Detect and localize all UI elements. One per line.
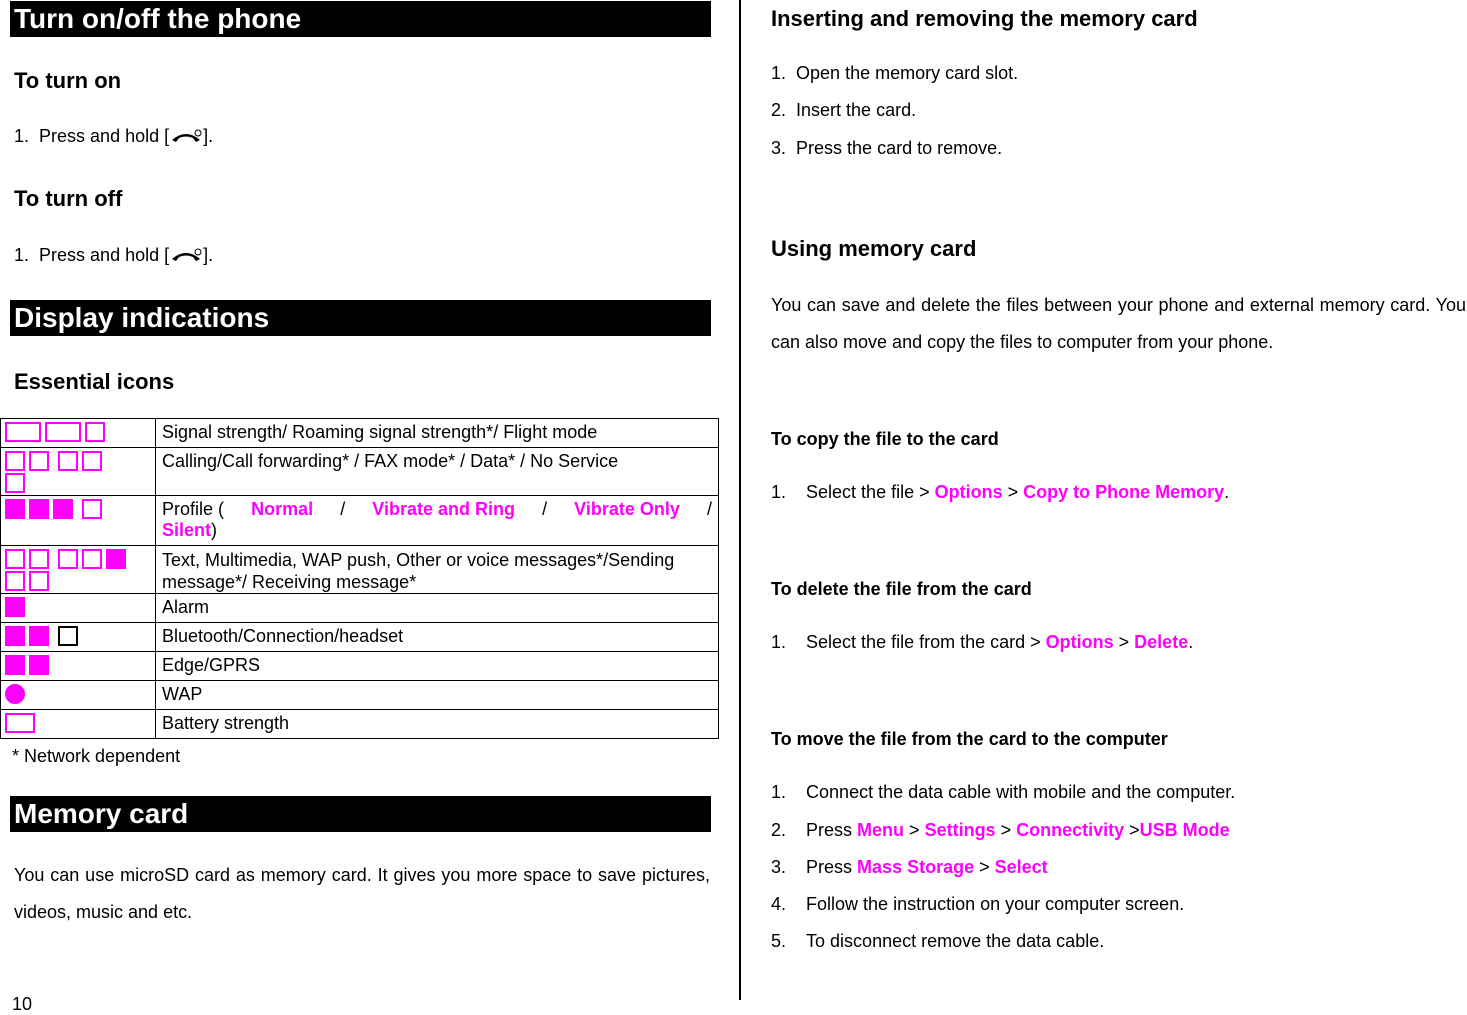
voice-message-icon bbox=[106, 549, 126, 569]
table-row bbox=[1, 496, 719, 546]
row-text: Signal strength/ Roaming signal strength*/ Flight mode bbox=[156, 419, 719, 448]
essential-icons-heading: Essential icons bbox=[14, 369, 175, 394]
table-row bbox=[1, 419, 719, 448]
section-title-display: Display indications bbox=[10, 300, 711, 336]
delete-heading: To delete the file from the card bbox=[771, 579, 1032, 599]
flight-mode-icon bbox=[85, 422, 105, 442]
vibrate-only-icon bbox=[53, 499, 73, 519]
row-text-profile: Profile ( Normal / Vibrate and Ring / Vibrate Only / Silent) bbox=[156, 496, 719, 546]
sending-message-icon bbox=[5, 571, 25, 591]
icon-cell bbox=[1, 652, 156, 681]
memory-card-body: You can use microSD card as memory card. It gives you more space to save pictures, videos, music and etc. bbox=[14, 865, 710, 922]
wap-push-icon bbox=[58, 549, 78, 569]
other-message-icon bbox=[82, 549, 102, 569]
turn-on-step: 1. Press and hold [ ]. bbox=[14, 126, 214, 146]
page-number: 10 bbox=[12, 994, 33, 1014]
list-item: 2. Press Menu > Settings > Connectivity >USB Mode bbox=[771, 820, 1230, 840]
copy-step: 1. Select the file > Options > Copy to Phone Memory. bbox=[771, 482, 1230, 502]
icon-cell bbox=[1, 594, 156, 623]
table-row bbox=[1, 546, 719, 594]
table-row bbox=[1, 594, 719, 623]
list-item: 1. Open the memory card slot. bbox=[771, 63, 1019, 83]
row-text: Bluetooth/Connection/headset bbox=[156, 623, 719, 652]
receiving-message-icon bbox=[29, 571, 49, 591]
end-key-icon bbox=[169, 248, 203, 264]
alarm-icon bbox=[5, 597, 25, 617]
icon-cell bbox=[1, 546, 156, 594]
row-text: Edge/GPRS bbox=[156, 652, 719, 681]
row-text: Text, Multimedia, WAP push, Other or voice messages*/Sending message*/ Receiving message* bbox=[156, 546, 719, 594]
inserting-heading: Inserting and removing the memory card bbox=[771, 6, 1198, 31]
data-icon bbox=[82, 451, 102, 471]
fax-icon bbox=[58, 451, 78, 471]
icon-cell bbox=[1, 448, 156, 496]
gprs-icon bbox=[29, 655, 49, 675]
calling-icon bbox=[5, 451, 25, 471]
row-text: Alarm bbox=[156, 594, 719, 623]
multimedia-icon bbox=[29, 549, 49, 569]
table-row bbox=[1, 652, 719, 681]
list-item: 3. Press Mass Storage > Select bbox=[771, 857, 1048, 877]
copy-heading: To copy the file to the card bbox=[771, 429, 999, 449]
table-row bbox=[1, 448, 719, 496]
bluetooth-connection-icon bbox=[29, 626, 49, 646]
list-item: 3. Press the card to remove. bbox=[771, 138, 1003, 158]
row-text: Calling/Call forwarding* / FAX mode* / Data* / No Service bbox=[156, 448, 719, 496]
list-item: 2. Insert the card. bbox=[771, 100, 917, 120]
delete-step: 1. Select the file from the card > Options > Delete. bbox=[771, 632, 1194, 652]
end-key-icon bbox=[169, 129, 203, 145]
icon-cell bbox=[1, 623, 156, 652]
icon-cell bbox=[1, 710, 156, 739]
row-text: WAP bbox=[156, 681, 719, 710]
using-heading: Using memory card bbox=[771, 236, 977, 261]
signal-icon bbox=[5, 422, 41, 442]
call-forwarding-icon bbox=[29, 451, 49, 471]
text-message-icon bbox=[5, 549, 25, 569]
bluetooth-icon bbox=[5, 626, 25, 646]
icons-table bbox=[0, 418, 719, 739]
battery-icon bbox=[5, 713, 35, 733]
list-item: 1. Connect the data cable with mobile and the computer. bbox=[771, 782, 1236, 802]
section-title-turn-on-off: Turn on/off the phone bbox=[10, 1, 711, 37]
no-service-icon bbox=[5, 473, 25, 493]
icon-cell bbox=[1, 681, 156, 710]
roaming-signal-icon bbox=[45, 422, 81, 442]
vibrate-ring-icon bbox=[29, 499, 49, 519]
move-heading: To move the file from the card to the computer bbox=[771, 729, 1168, 749]
using-body: You can save and delete the files between your phone and external memory card. You can also move and copy the files to computer from your phone. bbox=[771, 295, 1466, 352]
edge-icon bbox=[5, 655, 25, 675]
headset-icon bbox=[58, 626, 78, 646]
footnote: * Network dependent bbox=[12, 746, 181, 766]
table-row bbox=[1, 623, 719, 652]
normal-profile-icon bbox=[5, 499, 25, 519]
silent-icon bbox=[82, 499, 102, 519]
table-row bbox=[1, 681, 719, 710]
column-divider bbox=[739, 0, 741, 1000]
turn-off-heading: To turn off bbox=[14, 186, 123, 211]
turn-off-step: 1. Press and hold [ ]. bbox=[14, 245, 214, 265]
turn-on-heading: To turn on bbox=[14, 68, 122, 93]
list-item: 4. Follow the instruction on your computer screen. bbox=[771, 894, 1185, 914]
list-item: 5. To disconnect remove the data cable. bbox=[771, 931, 1105, 951]
section-title-memory-card: Memory card bbox=[10, 796, 711, 832]
icon-cell bbox=[1, 419, 156, 448]
icon-cell bbox=[1, 496, 156, 546]
table-row bbox=[1, 710, 719, 739]
row-text: Battery strength bbox=[156, 710, 719, 739]
wap-icon bbox=[5, 684, 25, 704]
